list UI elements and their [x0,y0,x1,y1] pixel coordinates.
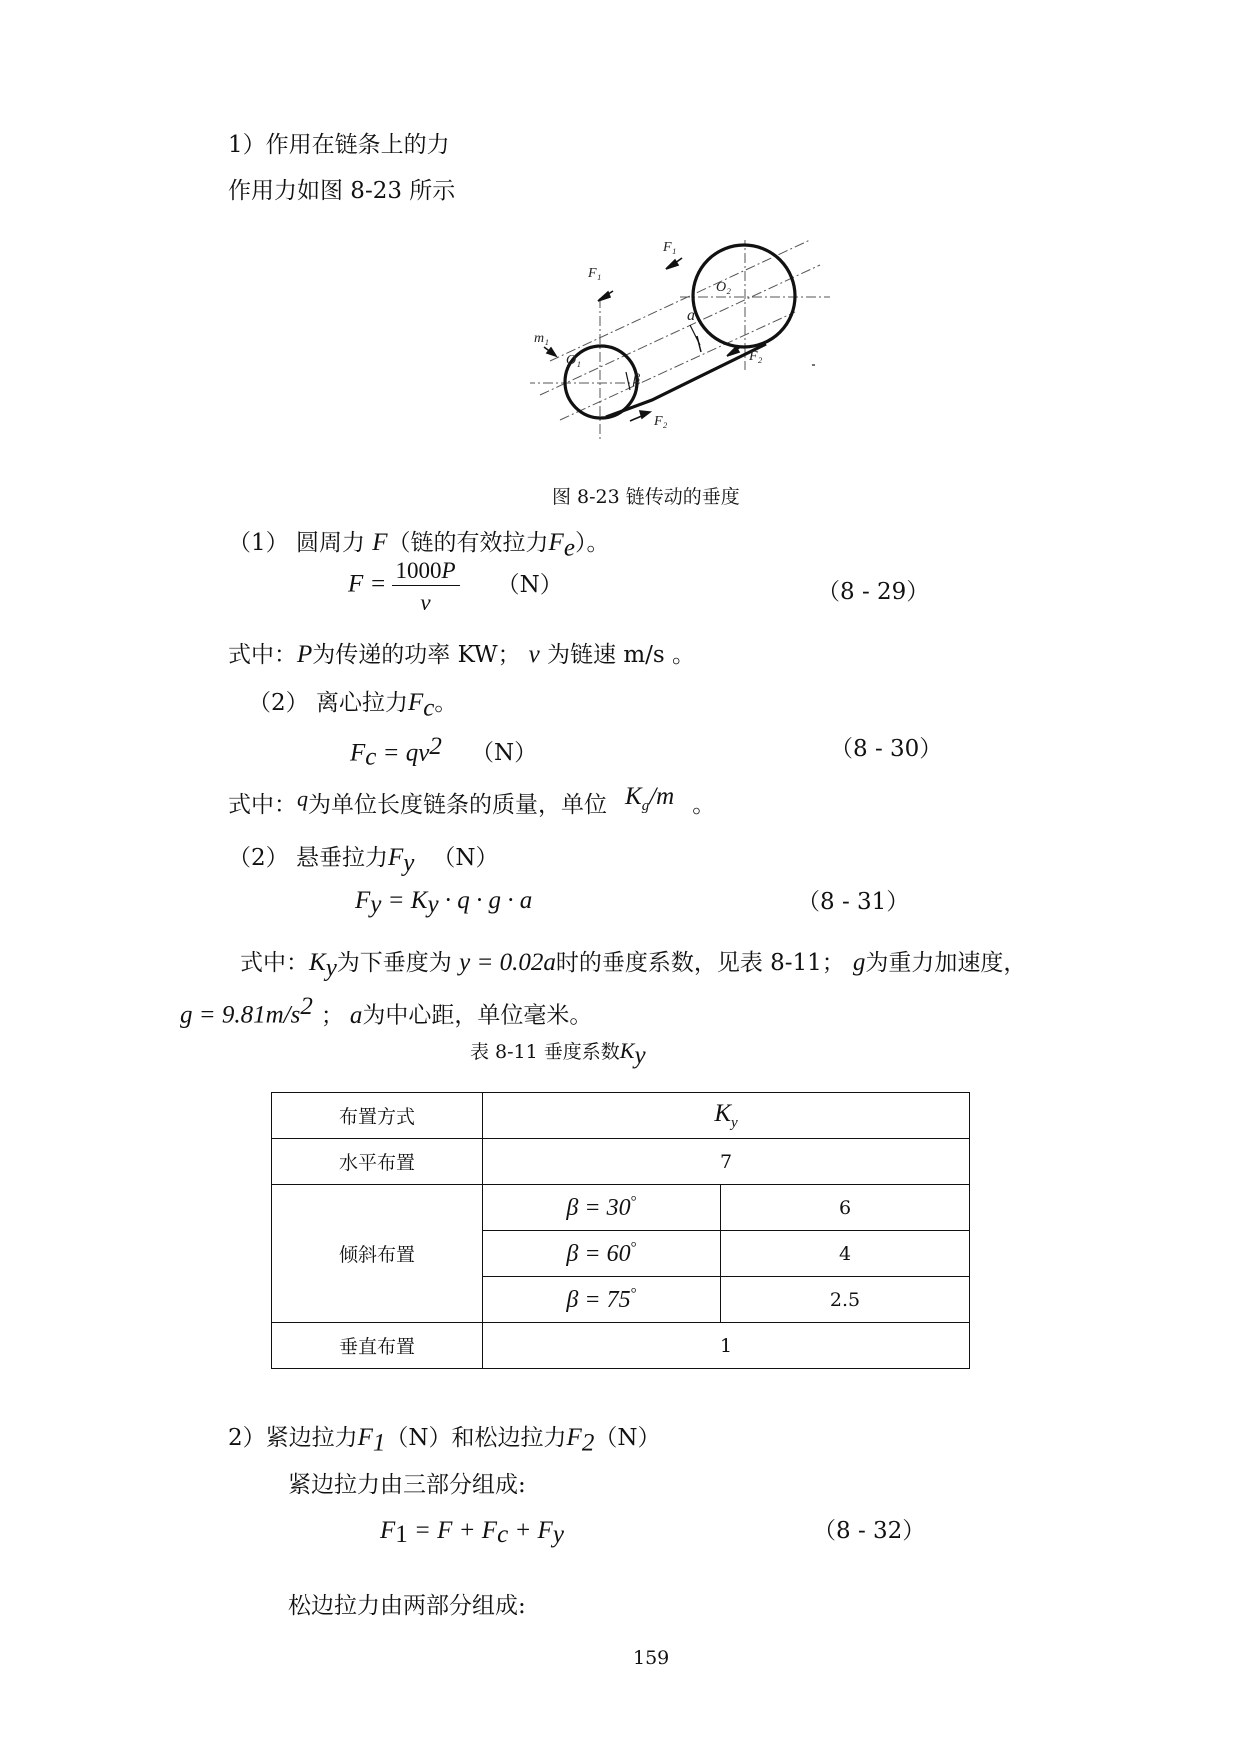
intro-line: 作用力如图 8-23 所示 [228,178,456,204]
header-ky: $K_y$ [483,1093,970,1139]
beta-75: β = 75° [483,1277,721,1323]
sag-coefficient-table [271,1092,970,1369]
tight-side-text: 紧边拉力由三部分组成: [288,1472,526,1498]
figure-caption: 图 8-23 链传动的垂度 [552,486,740,508]
item3-where-line1: 式中：$K_y$为下垂度为 y = 0.02a时的垂度系数，见表 8-11； g为重力加速度， [240,949,1027,982]
item1-where: 式中：P为传递的功率 KW； v 为链速 m/s 。 [228,641,696,668]
table-row [272,1185,970,1231]
formula-8-32: $F_1 = F + F_c + F_y$ [380,1517,564,1549]
table-caption: 表 8-11 垂度系数$K_y$ [470,1038,646,1069]
horizontal-value: 7 [483,1139,970,1185]
label-m1: m₁ [534,331,549,346]
label-f1-top: F₁ [663,240,677,255]
item1-heading: （1） 圆周力 F（链的有效拉力$F_e$）。 [228,529,610,562]
beta-60: β = 60° [483,1231,721,1277]
item3-heading: （2） 悬垂拉力$F_y$ （N） [228,844,499,877]
formula-8-29-number: （8 - 29） [817,579,930,605]
table-row [272,1323,970,1369]
inclined-label: 倾斜布置 [272,1185,483,1323]
value-75: 2.5 [721,1277,970,1323]
formula-8-30: $F_c = qv^2$ （N） [350,733,538,771]
label-a: a [687,307,695,324]
chain-drive-figure [530,240,840,440]
horizontal-label: 水平布置 [272,1139,483,1185]
formula-8-32-number: （8 - 32） [813,1518,926,1544]
formula-8-29: F = $\frac{1000P}{v}$ （N） [348,558,563,615]
formula-8-31: $F_y = K_y \cdot q \cdot g \cdot a$ [355,887,533,919]
item2-where: 式中：q为单位长度链条的质量，单位 $K_g/m$ 。 [228,783,716,818]
label-f1-mid: F₁ [588,266,602,281]
vertical-value: 1 [483,1323,970,1369]
table-header-row [272,1093,970,1139]
page-number: 159 [633,1647,670,1669]
value-30: 6 [721,1185,970,1231]
formula-8-30-number: （8 - 30） [830,736,943,762]
section-1-title: 1）作用在链条上的力 [228,132,450,158]
label-f2-right: F₂ [749,349,763,364]
label-o1: O₁ [566,353,581,368]
label-beta: β [633,372,640,387]
table-row [272,1139,970,1185]
sprocket-o2 [693,245,795,347]
header-arrangement: 布置方式 [272,1093,483,1139]
value-60: 4 [721,1231,970,1277]
item2-heading: （2） 离心拉力$F_c$。 [248,689,458,722]
formula-8-31-number: （8 - 31） [797,889,910,915]
item3-where-line2: $g = 9.81m/s^2$ ； a为中心距，单位毫米。 [180,993,593,1029]
slack-side-text: 松边拉力由两部分组成: [288,1593,526,1619]
section-2-heading: 2）紧边拉力$F_1(N)$和松边拉力$F_2(N)$ [228,1424,661,1457]
beta-30: β = 30° [483,1185,721,1231]
label-o2: O₂ [716,280,731,295]
slack-chain [606,344,766,417]
label-f2-bottom: F₂ [654,414,668,429]
vertical-label: 垂直布置 [272,1323,483,1369]
